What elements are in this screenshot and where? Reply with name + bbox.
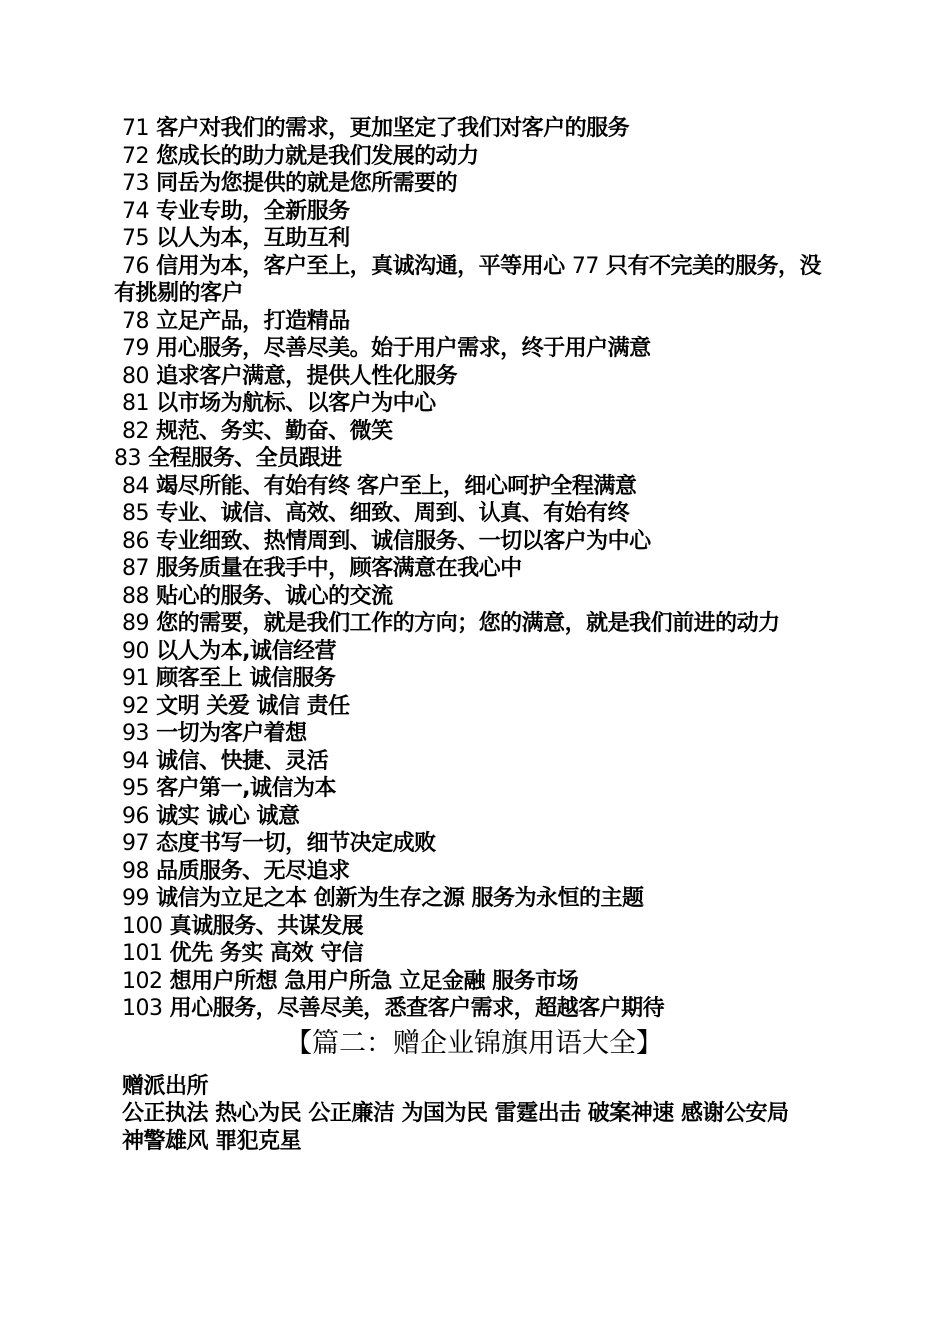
item-text: 诚实 诚心 诚意: [156, 803, 300, 829]
item-number: 86: [122, 528, 149, 554]
item-text: 真诚服务、共谋发展: [169, 913, 364, 939]
item-number: 101: [122, 941, 163, 966]
list-item: [114, 775, 834, 803]
list-item: [114, 638, 834, 666]
item-number: 100: [122, 913, 163, 939]
list-item: [114, 253, 834, 308]
item-text: 以人为本，互助互利: [156, 226, 350, 251]
item-number: 81: [122, 391, 149, 416]
list-item: [114, 610, 834, 638]
item-number: 91: [122, 666, 149, 691]
list-item: [114, 665, 834, 693]
list-item: [114, 995, 834, 1023]
item-text: 贴心的服务、诚心的交流: [156, 583, 393, 609]
item-text: 客户对我们的需求，更加坚定了我们对客户的服务: [156, 116, 630, 141]
item-text: 信用为本，客户至上，真诚沟通，平等用心: [156, 253, 565, 279]
item-number: 89: [122, 611, 149, 636]
item-number: 76: [122, 253, 149, 279]
section-heading: 【篇二：赠企业锦旗用语大全】: [285, 1027, 663, 1059]
item-number: 72: [122, 143, 149, 169]
item-text: 追求客户满意，提供人性化服务: [156, 363, 458, 389]
item-text: 竭尽所能、有始有终 客户至上，细心呵护全程满意: [156, 473, 637, 499]
list-item: [114, 335, 834, 363]
item-number: 95: [122, 776, 149, 801]
item-text: 文明 关爱 诚信 责任: [156, 693, 350, 719]
list-item: [114, 225, 834, 253]
item-text: 顾客至上 诚信服务: [156, 666, 336, 691]
item-number: 71: [122, 116, 149, 141]
subsection-title: 赠派出所: [122, 1073, 209, 1099]
item-text: 品质服务、无尽追求: [156, 858, 350, 884]
item-text: 全程服务、全员跟进: [148, 446, 342, 471]
paragraph: 神警雄风 罪犯克星: [122, 1128, 302, 1154]
list-item: [114, 748, 834, 776]
list-item: [114, 418, 834, 446]
list-item: [114, 170, 834, 198]
list-item: [114, 803, 834, 831]
item-text: 服务质量在我手中，顾客满意在我心中: [156, 556, 522, 581]
item-text: 优先 务实 高效 守信: [169, 941, 364, 966]
item-text: 同岳为您提供的就是您所需要的: [156, 171, 458, 196]
list-item: [114, 473, 834, 501]
item-number: 87: [122, 556, 149, 581]
list-item: [114, 583, 834, 611]
item-text: 诚信为立足之本 创新为生存之源 服务为永恒的主题: [156, 886, 644, 911]
item-number: 75: [122, 226, 149, 251]
item-number: 99: [122, 886, 149, 911]
item-number: 94: [122, 748, 149, 774]
list-item: [114, 885, 834, 913]
item-text: 您的需要，就是我们工作的方向；您的满意，就是我们前进的动力: [156, 611, 780, 636]
item-text: 用心服务，尽善尽美，悉查客户需求，超越客户期待: [169, 996, 665, 1021]
item-text: 您成长的助力就是我们发展的动力: [156, 143, 479, 169]
item-number: 96: [122, 803, 149, 829]
item-text: 以人为本,诚信经营: [156, 638, 337, 664]
item-text: 规范、务实、勤奋、微笑: [156, 418, 393, 444]
list-item: [114, 390, 834, 418]
item-number: 82: [122, 418, 149, 444]
item-text: 专业专助，全新服务: [156, 198, 350, 224]
list-item: [114, 720, 834, 748]
item-number: 92: [122, 693, 149, 719]
list-item: [114, 913, 834, 941]
item-number: 88: [122, 583, 149, 609]
item-number: 85: [122, 501, 149, 526]
list-item: [114, 528, 834, 556]
item-number: 93: [122, 721, 149, 746]
document-content: [114, 115, 834, 1155]
item-text: 用心服务，尽善尽美。始于用户需求，终于用户满意: [156, 336, 651, 361]
list-item: [114, 940, 834, 968]
paragraph: 公正执法 热心为民 公正廉洁 为国为民 雷霆出击 破案神速 感谢公安局: [122, 1101, 789, 1126]
item-number: 90: [122, 638, 149, 664]
item-text: 专业、诚信、高效、细致、周到、认真、有始有终: [156, 501, 630, 526]
item-number: 79: [122, 336, 149, 361]
item-number: 74: [122, 198, 149, 224]
item-number: 73: [122, 171, 149, 196]
list-item: [114, 115, 834, 143]
list-item: [114, 363, 834, 391]
list-item: [114, 445, 834, 473]
list-item: [114, 143, 834, 171]
list-item: [114, 555, 834, 583]
item-number: 102: [122, 968, 163, 994]
list-item: [114, 968, 834, 996]
item-text: 想用户所想 急用户所急 立足金融 服务市场: [169, 968, 579, 994]
item-text: 诚信、快捷、灵活: [156, 748, 329, 774]
item-number: 77: [571, 253, 599, 279]
list-item: [114, 693, 834, 721]
item-number: 97: [122, 831, 149, 856]
list-item: [114, 858, 834, 886]
item-text: 客户第一,诚信为本: [156, 776, 337, 801]
item-text: 立足产品，打造精品: [156, 308, 350, 334]
list-item: [114, 830, 834, 858]
item-number: 84: [122, 473, 149, 499]
item-text: 专业细致、热情周到、诚信服务、一切以客户为中心: [156, 528, 651, 554]
item-number: 80: [122, 363, 149, 389]
item-text: 一切为客户着想: [156, 721, 307, 746]
list-item: [114, 198, 834, 226]
item-number: 103: [122, 996, 163, 1021]
list-item: [114, 308, 834, 336]
item-text: 以市场为航标、以客户为中心: [156, 391, 436, 416]
item-text: 只有不完美的服务，没有挑剔的客户: [114, 253, 822, 306]
item-text: 态度书写一切，细节决定成败: [156, 831, 436, 856]
item-number: 83: [114, 446, 141, 471]
list-item: [114, 500, 834, 528]
item-number: 78: [122, 308, 149, 334]
item-number: 98: [122, 858, 149, 884]
